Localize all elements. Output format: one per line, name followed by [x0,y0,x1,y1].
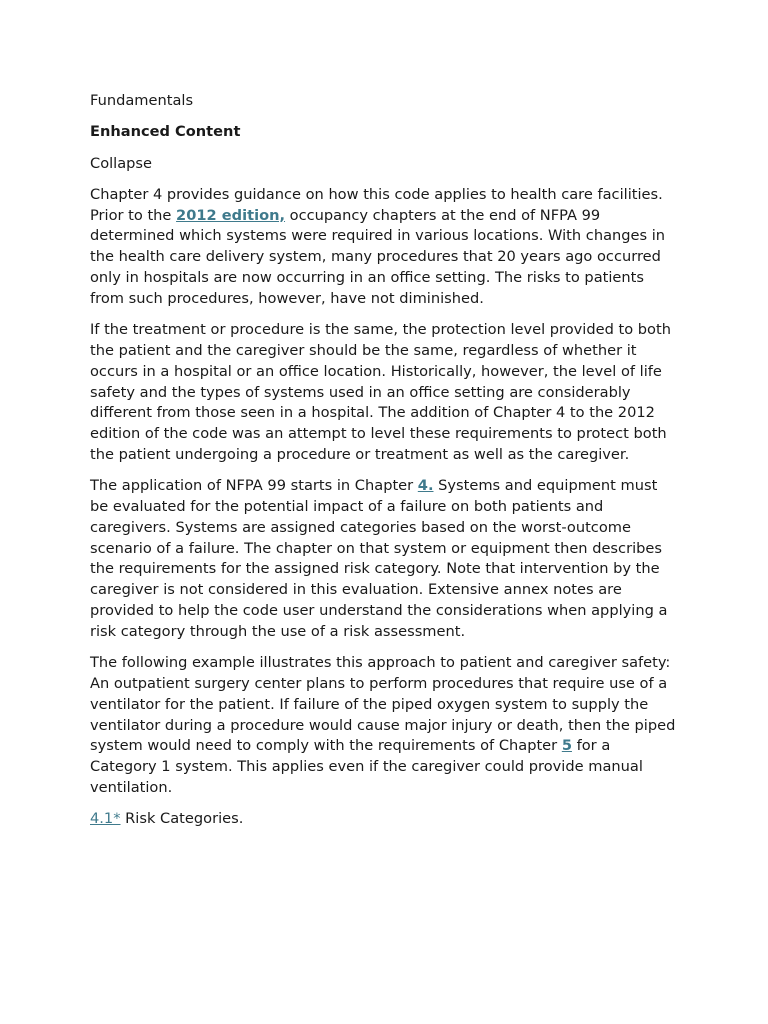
link-section-4-1[interactable]: 4.1* [90,810,121,828]
section-risk-categories [90,809,680,830]
p1-text-before: Chapter 4 provides guidance on how this code applies to health care facilities. Prior to the [90,185,663,224]
document-page [90,91,680,841]
p4-text-before: The following example illustrates this approach to patient and caregiver safety: An outpatient surgery center plans to perform procedures that require use of a ventilator for the patient. If failure of the piped oxygen system to supply the ventilator during a procedure would cause major injury or death, then the piped system would need to comply with the requirements of Chapter [90,654,676,755]
section-label: Fundamentals [90,92,194,109]
paragraph-protection-level: If the treatment or procedure is the same, the protection level provided to both the patient and the caregiver should be the same, regardless of whether it occurs in a hospital or an office location. Historically, however, the level of life safety and the types of systems used in an office setting are considerably different from those seen in a hospital. The addition of Chapter 4 to the 2012 edition of the code was an attempt to level these requirements to protect both the patient undergoing a procedure or treatment as well as the caregiver. [90,321,671,463]
link-chapter-5[interactable]: 5 [561,737,572,755]
link-chapter-4[interactable]: 4. [417,477,434,495]
paragraph-application [90,476,680,642]
p3-text-before: The application of NFPA 99 starts in Chapter [90,477,418,495]
paragraph-chapter-4-guidance [90,185,680,310]
paragraph-example [90,653,680,799]
p1-text-after: occupancy chapters at the end of NFPA 99 determined which systems were required in various locations. With changes in the health care delivery system, many procedures that 20 years ago occurred only in hospitals are now occurring in an office setting. The risks to patients from such procedures, however, have not diminished. [90,206,666,307]
p4-text-after: for a Category 1 system. This applies even if the caregiver could provide manual ventilation. [90,737,643,796]
collapse-toggle[interactable]: Collapse [90,154,153,172]
link-2012-edition[interactable]: 2012 edition, [176,206,286,224]
p3-text-after: Systems and equipment must be evaluated for the potential impact of a failure on both patients and caregivers. Systems are assigned categories based on the worst-outcome scenario of a failure. The chapter on that system or equipment then describes the requirements for the assigned risk category. Note that intervention by the caregiver is not considered in this evaluation. Extensive annex notes are provided to help the code user understand the considerations when applying a risk category through the use of a risk assessment. [90,477,668,640]
section-title: Risk Categories. [120,810,244,828]
enhanced-content-heading: Enhanced Content [90,123,241,141]
